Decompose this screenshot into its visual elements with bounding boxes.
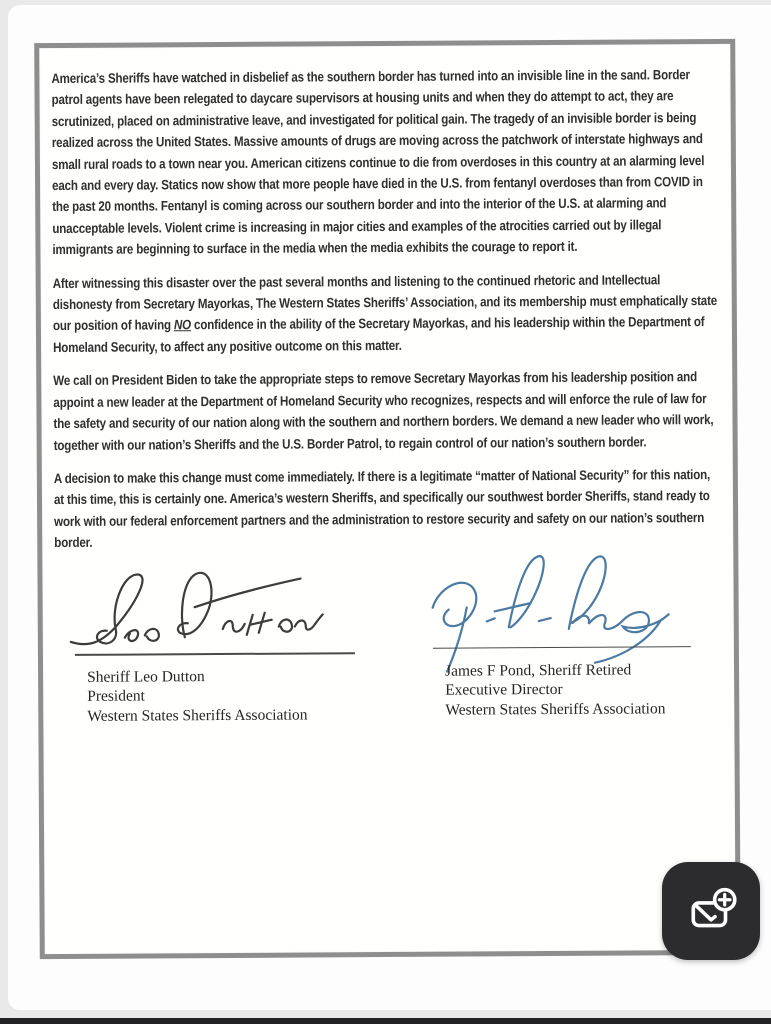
- letter-paragraphs: [51, 64, 719, 554]
- add-screenshot-button[interactable]: [662, 862, 760, 960]
- signatory-title: Executive Director: [445, 680, 563, 699]
- signatory-organization: Western States Sheriffs Association: [87, 706, 308, 725]
- scanned-letter-page: [8, 5, 771, 1010]
- signatory-block-right: [445, 660, 666, 720]
- signatory-name: James F Pond, Sheriff Retired: [444, 661, 632, 680]
- paragraph-2: [53, 269, 719, 359]
- paragraph-1: America’s Sheriffs have watched in disbelief as the southern border has turned into an invisible line in the sand. Border patrol agents have been relegated to daycare supervisors at housing units and when they do attempt to act, they are scrutinized, placed on administrative leave, and investigated for political gain. The tragedy of an invisible border is being realized across the United States. Massive amounts of drugs are moving across the patchwork of interstate highways and small rural roads to a town near you. American citizens continue to die from overdoses in this country at an alarming level each and every day. Statics now show that more people have died in the U.S. from fentanyl overdoses than from COVID in the past 20 months. Fentanyl is coming across our southern border and into the interior of the U.S. at alarming and unacceptable levels. Violent crime is increasing in major cities and examples of the atrocities carried out by illegal immigrants are beginning to surface in the media when the media exhibits the courage to report it.: [51, 67, 705, 258]
- envelope-plus-icon: [681, 882, 741, 940]
- signatory-organization: Western States Sheriffs Association: [445, 699, 666, 719]
- letter-border-frame: [34, 39, 741, 959]
- leo-dutton-signature: [66, 566, 367, 660]
- paragraph-2-text-after: confidence in the ability of the Secretary Mayorkas, and his leadership within the Department of Homeland Security, to affect any positive outcome on this matter.: [53, 314, 705, 355]
- paragraph-2-text: After witnessing this disaster over the past several months and listening to the continued rhetoric and Intellectual dishonesty from Secretary Mayorkas, The Western States Sheriffs’ Association, and its membership must emphatically state our position of having: [52, 271, 718, 334]
- signatory-block-left: [87, 666, 308, 726]
- paragraph-4: A decision to make this change must come immediately. If there is a legitimate “matter of National Security” for this nation, at this time, this is certainly one. America’s western Sheriffs, and specifically our southwest border Sheriffs, stand ready to work with our federal enforcement partners and the administration to restore security and safety on our nation’s southern border.: [53, 466, 711, 551]
- paragraph-3: We call on President Biden to take the appropriate steps to remove Secretary Mayorkas from his leadership position and appoint a new leader at the Department of Homeland Security who recognizes, respects and will enforce the rule of law for the safety and security of our nation along with the southern and northern borders. We demand a new leader who will work, together with our nation’s Sheriffs and the U.S. Border Patrol, to regain control of our nation’s southern border.: [53, 369, 714, 453]
- no-confidence-emphasis: NO: [173, 317, 192, 333]
- signatory-title: President: [87, 687, 145, 705]
- letter-body: [51, 64, 724, 798]
- screen-bottom-bar: [0, 1018, 771, 1024]
- signatory-name: Sheriff Leo Dutton: [87, 667, 205, 686]
- signature-area: [54, 563, 724, 797]
